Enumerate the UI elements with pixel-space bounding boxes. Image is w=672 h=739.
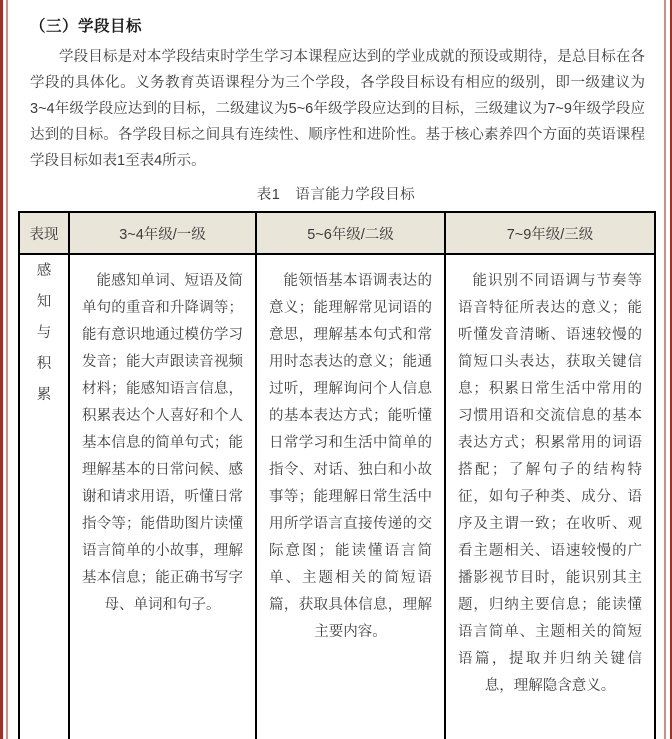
page-border-left-outer xyxy=(0,0,3,739)
cell-grade-3-4 xyxy=(69,254,256,739)
cell-text-grade-3-4: 能感知单词、短语及简单句的重音和升降调等；能有意识地通过模仿学习发音；能大声跟读音视频材料；能感知语言信息，积累表达个人喜好和个人基本信息的简单句式；能理解基本的日常问候、感谢和请求用语，听懂日常指令等；能借助图片读懂语言简单的小故事，理解基本信息；能正确书写字母、单词和句子。 xyxy=(82,273,243,613)
intro-paragraph: 学段目标是对本学段结束时学生学习本课程应达到的学业成就的预设或期待，是总目标在各学段的具体化。义务教育英语课程分为三个学段，各学段目标设有相应的级别，即一级建议为3~4年级学段应达到的目标，二级建议为5~6年级学段应达到的目标，三级建议为7~9年级学段应达到的目标。各学段目标之间具有连续性、顺序性和进阶性。基于核心素养四个方面的英语课程学段目标如表1至表4所示。 xyxy=(30,49,645,169)
row-label-vertical: 感知与积累 xyxy=(36,263,52,403)
page-border-right-inner xyxy=(664,0,666,739)
header-grade-3-4: 3~4年级/一级 xyxy=(69,212,256,254)
cell-grade-7-9 xyxy=(445,254,655,739)
page-border-left-inner xyxy=(6,0,8,739)
table-header-row xyxy=(19,212,655,254)
table-row xyxy=(19,254,655,739)
header-grade-5-6: 5~6年级/二级 xyxy=(256,212,445,254)
section-heading: （三）学段目标 xyxy=(30,18,143,35)
row-label-cell xyxy=(19,254,69,739)
header-performance: 表现 xyxy=(19,212,69,254)
cell-text-grade-7-9: 能识别不同语调与节奏等语音特征所表达的意义；能听懂发音清晰、语速较慢的简短口头表达，获取关键信息；积累日常生活中常用的习惯用语和交流信息的基本表达方式；积累常用的词语搭配；了解句子的结构特征，如句子种类、成分、语序及主谓一致；在收听、观看主题相关、语速较慢的广播影视节目时，能识别其主题，归纳主要信息；能读懂语言简单、主题相关的简短语篇，提取并归纳关键信息，理解隐含意义。 xyxy=(458,273,642,694)
stage-goals-table xyxy=(18,211,656,739)
cell-text-grade-5-6: 能领悟基本语调表达的意义；能理解常见词语的意思，理解基本句式和常用时态表达的意义；能通过听，理解询问个人信息的基本表达方式；能听懂日常学习和生活中简单的指令、对话、独白和小故事等；能理解日常生活中用所学语言直接传递的交际意图；能读懂语言简单、主题相关的简短语篇，获取具体信息，理解主要内容。 xyxy=(269,273,432,640)
cell-grade-5-6 xyxy=(256,254,445,739)
table-caption: 表1 语言能力学段目标 xyxy=(256,187,416,203)
header-grade-7-9: 7~9年级/三级 xyxy=(445,212,655,254)
